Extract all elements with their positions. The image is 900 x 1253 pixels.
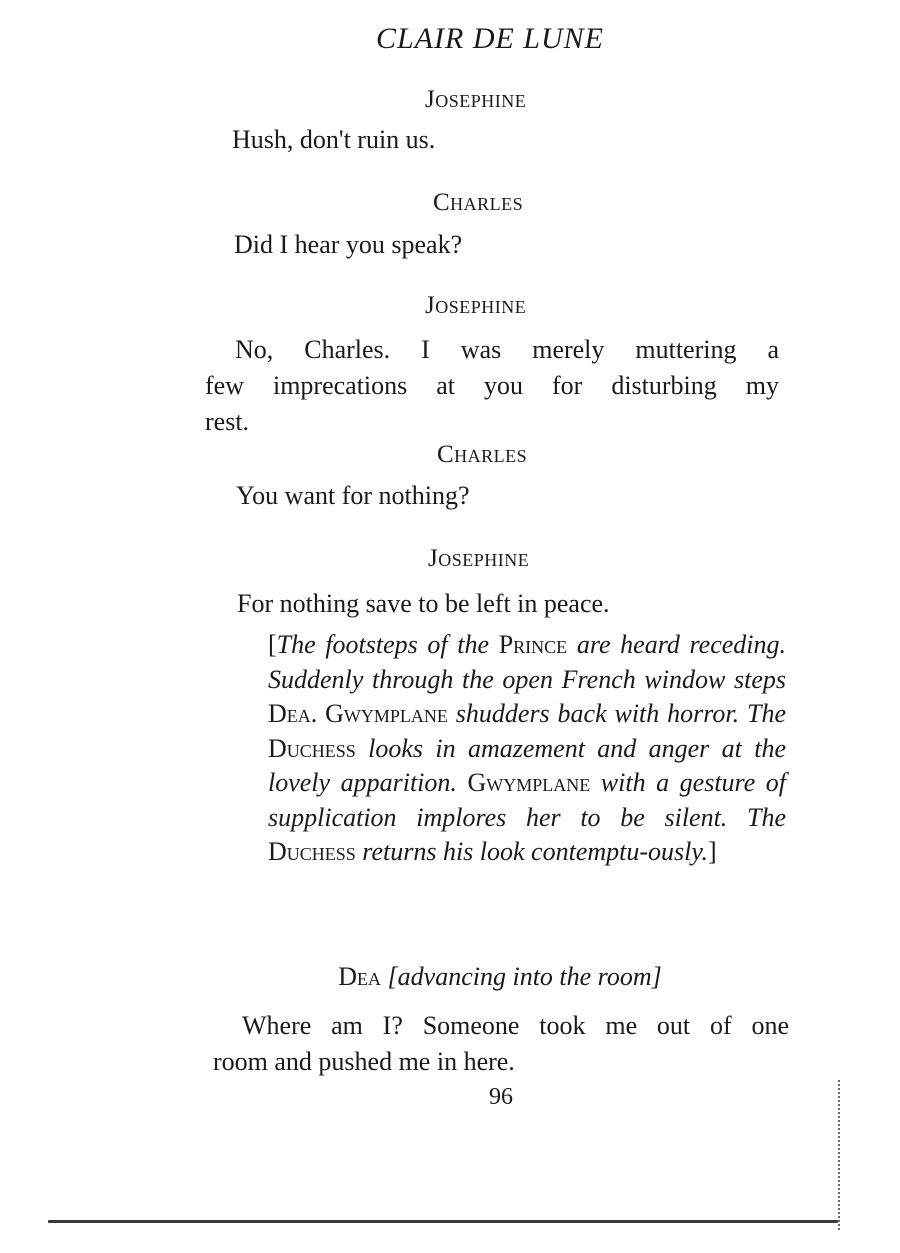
speech-line: rest. [205,407,250,436]
speech-line: You want for nothing? [236,481,470,510]
speech-line: Where am I? Someone took me out of one [242,1011,789,1040]
character-name: Gwymplane [467,768,591,797]
speaker-name: Dea [338,962,382,991]
speech-line: few imprecations at you for disturbing my [205,371,779,400]
speaker-heading [0,962,900,992]
character-name: Duchess [268,733,356,763]
speaker-name: Charles [433,189,524,216]
stage-direction: [The footsteps of the Prince are heard receding. Suddenly through the open French window steps Dea. Gwymplane shudders back with horror. The Duchess looks in amazement and anger at the lovely apparition. Gwymplane with a gesture of supplication implores her to be silent. The Duchess returns his look contemptu-ously.] [268,630,787,866]
speech-paragraph [205,332,779,440]
speech-line: Did I hear you speak? [234,230,463,259]
speech-line: No, Charles. I was merely muttering a [235,335,779,364]
page-edge-rule [48,1220,838,1223]
speech-line: For nothing save to be left in peace. [237,589,610,618]
speech-line: Hush, don't ruin us. [232,125,436,154]
character-name: Dea [268,699,311,728]
speaker-name: Josephine [425,86,527,113]
speaker-name: Charles [437,441,528,468]
stage-direction-inline: [advancing into the room] [387,962,662,991]
page-number: 96 [489,1084,513,1110]
running-head: CLAIR DE LUNE [375,22,604,55]
speech-paragraph [213,1008,789,1080]
character-name: Prince [498,630,568,659]
character-name: Duchess [268,837,356,866]
character-name: Gwymplane [325,699,448,728]
speaker-name: Josephine [428,545,530,572]
page-edge-marks [838,1080,846,1230]
speech-line: room and pushed me in here. [213,1047,515,1076]
speaker-name: Josephine [425,292,527,319]
